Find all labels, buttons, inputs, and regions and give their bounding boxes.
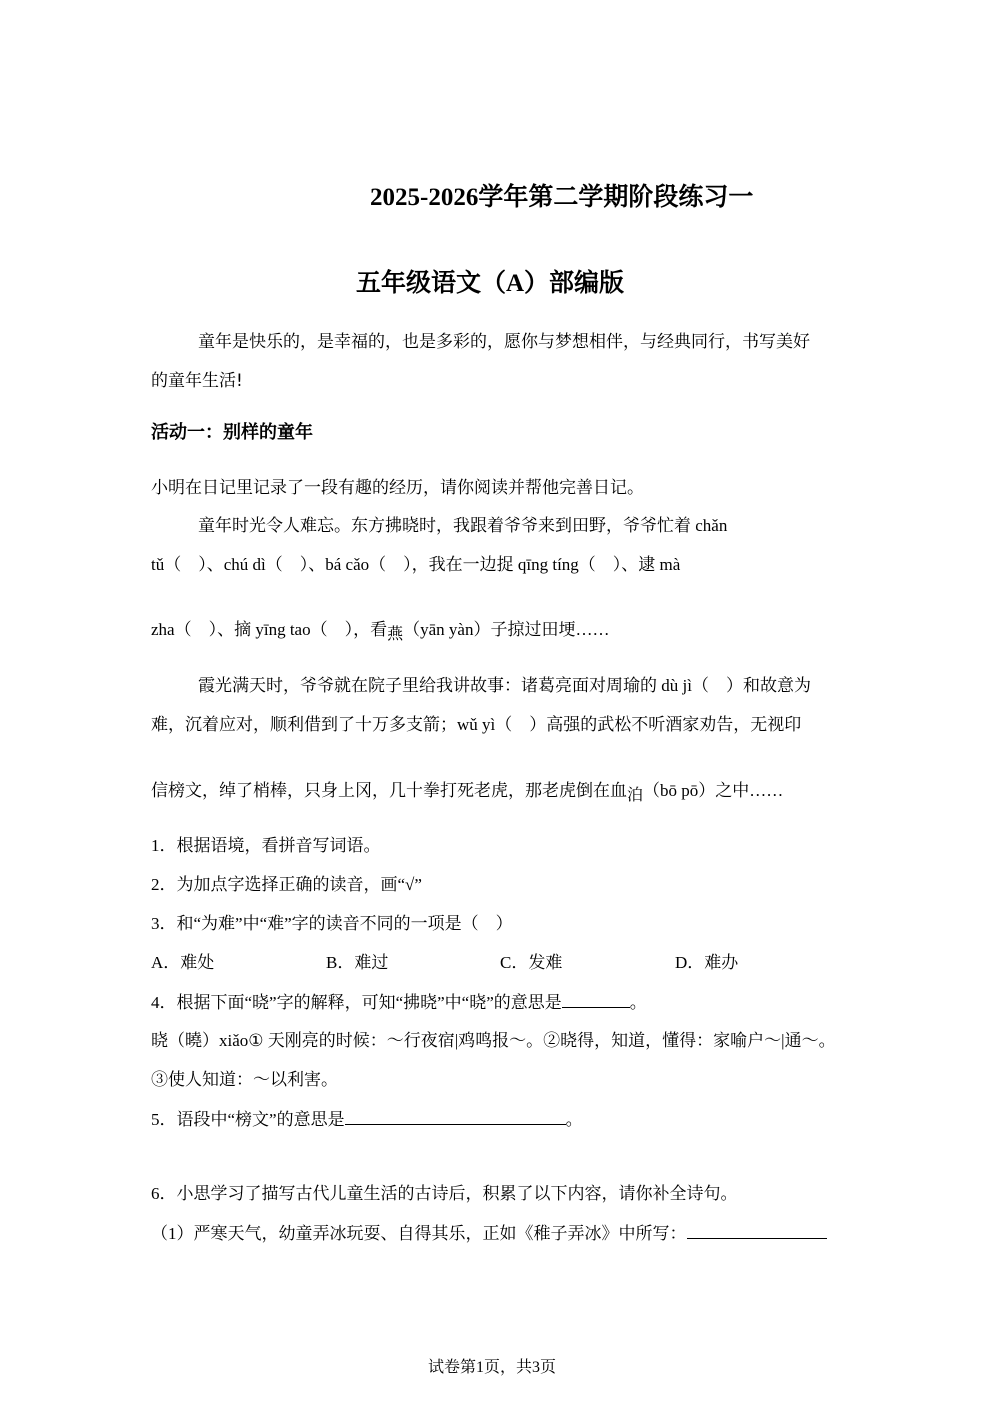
question-5 (151, 1108, 583, 1131)
question-text: （1）严寒天气，幼童弄冰玩耍、自得其乐，正如《稚子弄冰》中所写： (151, 1224, 687, 1243)
question-3-option-c: C．发难 (500, 953, 563, 972)
dotted-character: 燕 (387, 626, 404, 643)
diary-paragraph-1-line-2: tǔ（ ）、chú dì（ ）、bá cǎo（ ），我在一边捉 qīng tíng（ ）、逮 mà (151, 555, 681, 574)
question-text: 5．语段中“榜文”的意思是 (151, 1110, 345, 1129)
question-6: 6．小思学习了描写古代儿童生活的古诗后，积累了以下内容，请你补全诗句。 (151, 1184, 738, 1203)
diary-text: zha（ ）、摘 yīng tao（ ），看 (151, 620, 388, 639)
question-4 (151, 991, 647, 1014)
question-2: 2．为加点字选择正确的读音，画“√” (151, 875, 422, 894)
dotted-character: 泊 (627, 787, 644, 804)
diary-paragraph-2-line-1: 霞光满天时，爷爷就在院子里给我讲故事：诸葛亮面对周瑜的 dù jì（ ）和故意为 (198, 676, 811, 695)
question-4-definition-2: ③使人知道：～以利害。 (151, 1070, 338, 1089)
diary-text: （bō pō）之中…… (643, 781, 784, 800)
question-6-part-1 (151, 1222, 827, 1245)
answer-blank[interactable] (687, 1222, 827, 1239)
question-1: 1．根据语境，看拼音写词语。 (151, 836, 381, 855)
answer-blank[interactable] (345, 1108, 566, 1125)
activity-heading: 活动一：别样的童年 (151, 422, 313, 443)
page-title: 2025-2026学年第二学期阶段练习一 (370, 184, 754, 211)
page-subtitle: 五年级语文（A）部编版 (356, 270, 625, 297)
question-3-option-a: A．难处 (151, 953, 215, 972)
question-text: 。 (629, 993, 647, 1012)
question-text: 4．根据下面“晓”字的解释，可知“拂晓”中“晓”的意思是 (151, 993, 562, 1012)
diary-text: 信榜文，绰了梢棒，只身上冈，几十拳打死老虎，那老虎倒在血 (151, 781, 627, 800)
question-3-option-d: D．难办 (675, 953, 739, 972)
page-footer: 试卷第1页，共3页 (428, 1359, 557, 1376)
intro-line-2: 的童年生活! (151, 371, 243, 391)
diary-paragraph-2-line-3 (151, 780, 783, 803)
answer-blank[interactable] (562, 991, 630, 1008)
intro-line-1: 童年是快乐的，是幸福的，也是多彩的，愿你与梦想相伴，与经典同行，书写美好 (198, 332, 810, 352)
question-4-definition-1: 晓（曉）xiǎo① 天刚亮的时候：～行夜宿|鸡鸣报～。②晓得，知道，懂得：家喻户～|通～。 (151, 1031, 836, 1050)
diary-instruction: 小明在日记里记录了一段有趣的经历，请你阅读并帮他完善日记。 (151, 478, 644, 498)
question-3: 3．和“为难”中“难”字的读音不同的一项是（ ） (151, 914, 513, 933)
diary-paragraph-2-line-2: 难，沉着应对，顺利借到了十万多支箭；wǔ yì（ ）高强的武松不听酒家劝告，无视印 (151, 715, 802, 734)
question-text: 。 (565, 1110, 583, 1129)
diary-paragraph-1-line-3 (151, 619, 609, 642)
question-3-option-b: B．难过 (326, 953, 389, 972)
diary-paragraph-1-line-1: 童年时光令人难忘。东方拂晓时，我跟着爷爷来到田野，爷爷忙着 chǎn (198, 516, 728, 535)
diary-text: （yān yàn）子掠过田埂…… (403, 620, 610, 639)
